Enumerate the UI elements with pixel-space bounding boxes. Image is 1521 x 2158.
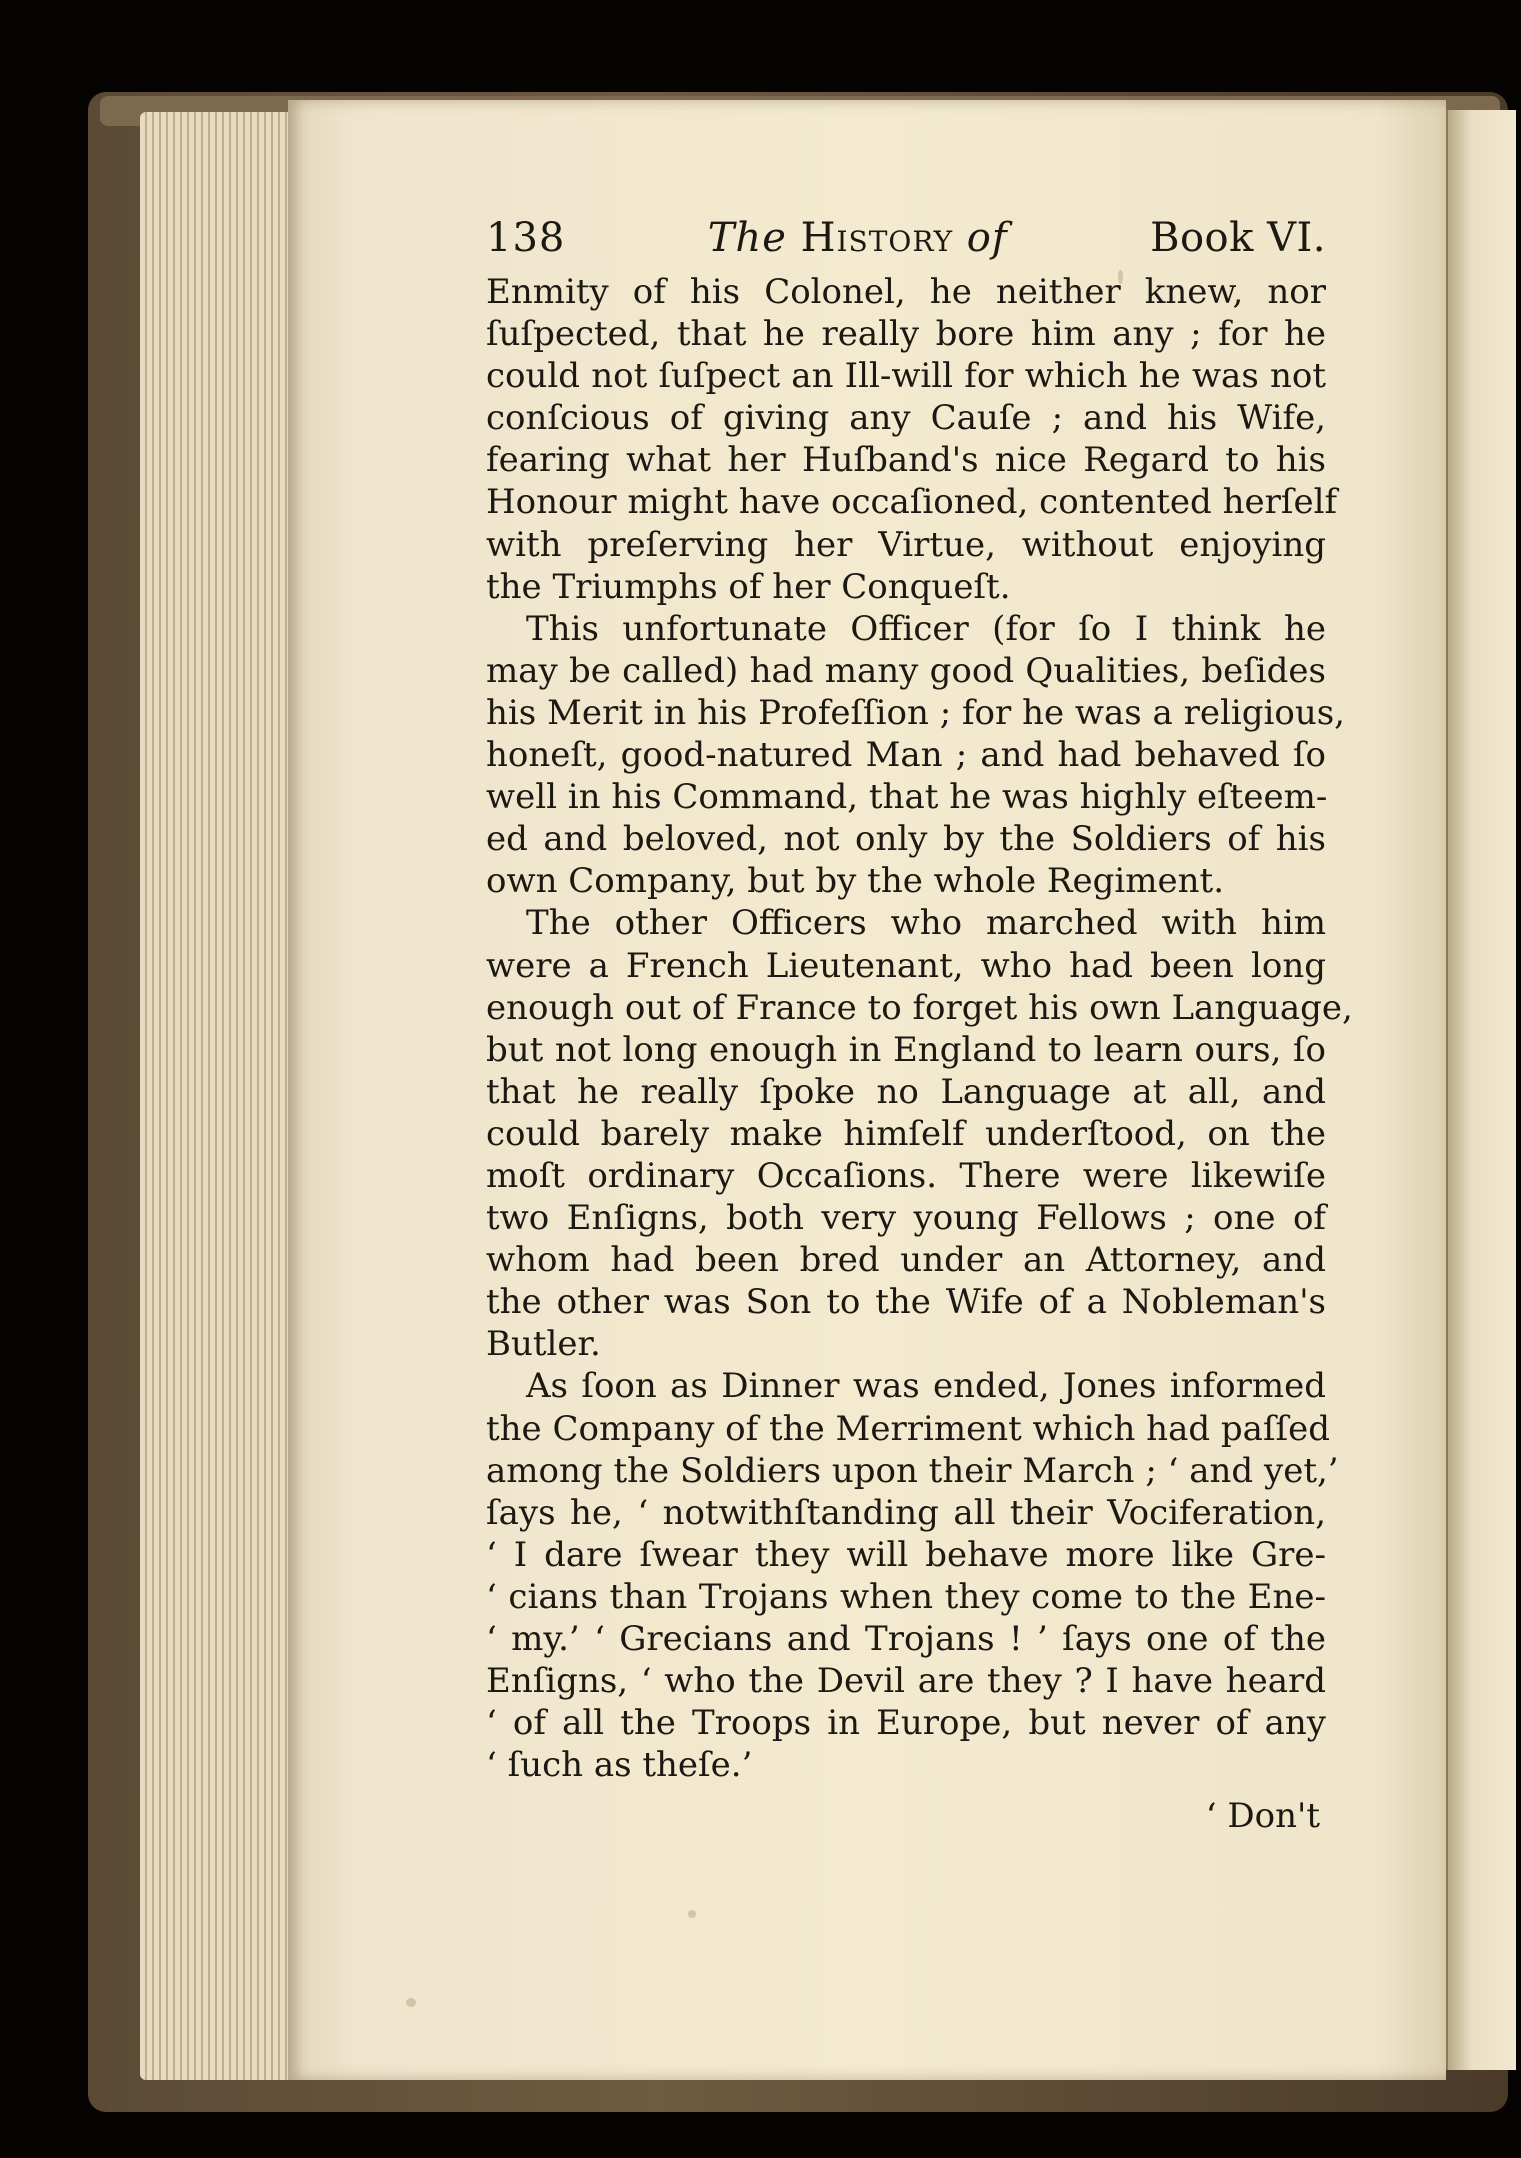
text-line: honeſt, good-natured Man ; and had behaved ſo [486, 735, 1326, 776]
text-line: could not ſuſpect an Ill-will for which he was not [486, 356, 1326, 397]
catchword-row [486, 1786, 1326, 1846]
text-line: ed and beloved, not only by the Soldiers of his [486, 819, 1326, 860]
text-line: The other Officers who marched with him [526, 903, 1326, 944]
foxing-spot [688, 1910, 696, 1918]
book-reference: Book VI. [1150, 215, 1326, 261]
text-line: two Enſigns, both very young Fellows ; one of [486, 1198, 1326, 1239]
text-line: his Merit in his Profeſſion ; for he was a religious, [486, 692, 1345, 733]
text-line: may be called) had many good Qualities, beſides [486, 650, 1326, 691]
paragraph [486, 902, 1353, 1365]
text-line: the Company of the Merriment which had paſſed [486, 1408, 1331, 1449]
text-line: among the Soldiers upon their March ; ‘ and yet,’ [486, 1450, 1339, 1491]
text-line: Enmity of his Colonel, he neither knew, nor [486, 272, 1326, 312]
page-edges [140, 112, 290, 2080]
text-line: the Triumphs of her Conqueſt. [486, 566, 1011, 607]
paragraph [486, 1365, 1339, 1786]
text-line: ‘ I dare ſwear they will behave more like Gre- [486, 1534, 1326, 1575]
text-line: This unfortunate Officer (for ſo I think he [526, 608, 1326, 649]
text-line: whom had been bred under an Attorney, and [486, 1240, 1326, 1281]
text-line: conſcious of giving any Cauſe ; and his Wife, [486, 398, 1326, 439]
facing-page-edge [1446, 110, 1516, 2070]
foxing-spot [406, 1998, 416, 2007]
text-line: but not long enough in England to learn ours, ſo [486, 1029, 1326, 1070]
page-text [486, 205, 1353, 1846]
text-line: with preſerving her Virtue, without enjoying [486, 524, 1326, 565]
paragraph [486, 271, 1338, 608]
running-title-suffix: of [966, 215, 1008, 261]
text-line: As ſoon as Dinner was ended, Jones informed [526, 1366, 1326, 1407]
text-line: were a French Lieutenant, who had been long [486, 945, 1326, 986]
text-line: ‘ of all the Troops in Europe, but never of any [486, 1703, 1326, 1744]
catchword: ‘ Don't [1205, 1796, 1320, 1837]
text-line: the other was Son to the Wife of a Nobleman's [486, 1282, 1326, 1323]
text-line: could barely make himſelf underſtood, on the [486, 1113, 1326, 1154]
text-line: Honour might have occaſioned, contented herſelf [486, 482, 1338, 523]
text-line: fearing what her Huſband's nice Regard to his [486, 440, 1326, 481]
running-title-main: History [800, 215, 954, 261]
page-number: 138 [486, 215, 566, 261]
text-line: ‘ my.’ ‘ Grecians and Trojans ! ’ ſays one of the [486, 1619, 1326, 1659]
text-line: well in his Command, that he was highly eſteem- [486, 777, 1328, 818]
text-line: Butler. [486, 1324, 601, 1365]
paragraph [486, 608, 1345, 903]
text-line: ſays he, ‘ notwithſtanding all their Vociferation, [486, 1492, 1326, 1533]
text-line: own Company, but by the whole Regiment. [486, 861, 1225, 902]
text-line: ‘ ſuch as theſe.’ [486, 1745, 753, 1786]
text-line: that he really ſpoke no Language at all, and [486, 1071, 1326, 1112]
text-line: enough out of France to forget his own Language, [486, 987, 1353, 1028]
running-title [708, 205, 1008, 271]
text-line: ‘ cians than Trojans when they come to the Ene- [486, 1576, 1326, 1617]
text-line: Enſigns, ‘ who the Devil are they ? I have heard [486, 1661, 1326, 1702]
running-header [486, 205, 1326, 271]
text-line: ſuſpected, that he really bore him any ; for he [486, 314, 1326, 355]
text-line: moſt ordinary Occaſions. There were likewiſe [486, 1155, 1326, 1196]
body-paragraphs [486, 271, 1353, 1786]
running-title-prefix: The [707, 215, 787, 261]
